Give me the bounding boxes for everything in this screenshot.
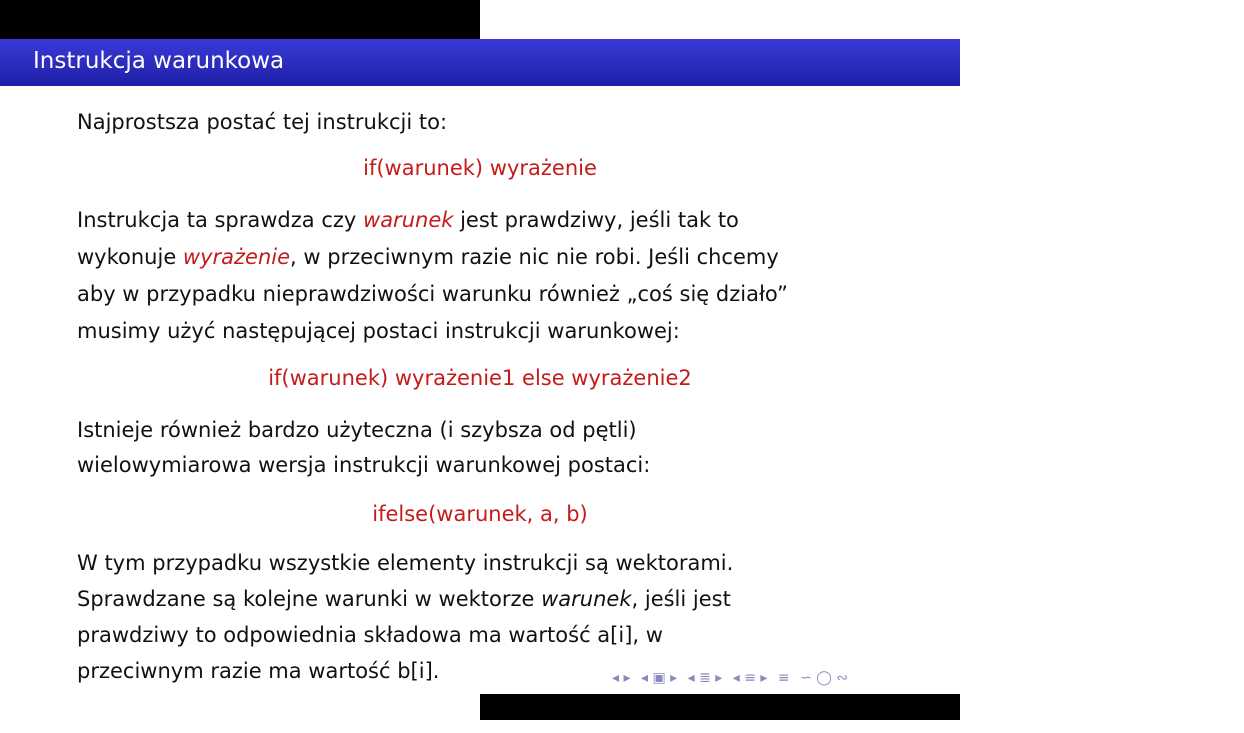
paragraph-1: Najprostsza postać tej instrukcji to: [77,110,448,134]
paragraph-3-line-2: wielowymiarowa wersja instrukcji warunkowej postaci: [77,453,651,477]
nav-section-icon[interactable]: ◂ ≣ ▸ [687,670,723,686]
emphasis: wyrażenie [182,245,291,269]
navigation-symbols [612,670,854,686]
text: , w przeciwnym razie nic nie robi. Jeśli chcemy [290,245,779,269]
text: Instrukcja ta sprawdza czy [77,208,364,232]
frame-title-bar [0,39,960,86]
footer-right [480,694,1244,720]
nav-first-icon[interactable]: ◂ ▸ [612,670,631,686]
footer-left [0,694,480,720]
paragraph-4-line-3: prawdziwy to odpowiednia składowa ma wartość a[i], w [77,623,663,647]
nav-prev-icon[interactable]: ◂ ▣ ▸ [640,670,678,686]
footer-bar [0,694,1244,720]
paragraph-4-line-1: W tym przypadku wszystkie elementy instrukcji są wektorami. [77,551,734,575]
footer-title: Statystyczne systemy uczące (W3) [983,697,1244,715]
code-example-3: ifelse(warunek, a, b) [372,502,588,526]
frame-title: Instrukcja warunkowa [33,48,285,74]
code-example-1: if(warunek) wyrażenie [363,156,597,180]
paragraph-2-line-2 [77,239,779,276]
header-right [480,0,960,39]
paragraph-4-line-2 [77,581,731,618]
nav-frame-icon[interactable]: ≡ [777,670,790,686]
paragraph-2-line-4: musimy użyć następującej postaci instrukcji warunkowej: [77,319,680,343]
paragraph-4-line-4: przeciwnym razie ma wartość b[i]. [77,659,440,683]
paragraph-2-line-3: aby w przypadku nieprawdziwości warunku również „coś się działo” [77,282,788,306]
header-left [0,0,480,39]
header-bar [0,0,960,39]
text: Sprawdzane są kolejne warunki w wektorze [77,587,542,611]
emphasis: warunek [363,208,454,232]
nav-subsection-icon[interactable]: ◂ ≡ ▸ [732,670,768,686]
nav-search-icon[interactable]: ∽ ◯ ∾ [800,670,849,686]
emphasis: warunek [541,587,632,611]
text: wykonuje [77,245,183,269]
paragraph-2-line-1 [77,202,739,239]
code-example-2: if(warunek) wyrażenie1 else wyrażenie2 [268,366,692,390]
text: , jeśli jest [631,587,731,611]
text: jest prawdziwy, jeśli tak to [453,208,739,232]
paragraph-3-line-1: Istnieje również bardzo użyteczna (i szybsza od pętli) [77,418,637,442]
